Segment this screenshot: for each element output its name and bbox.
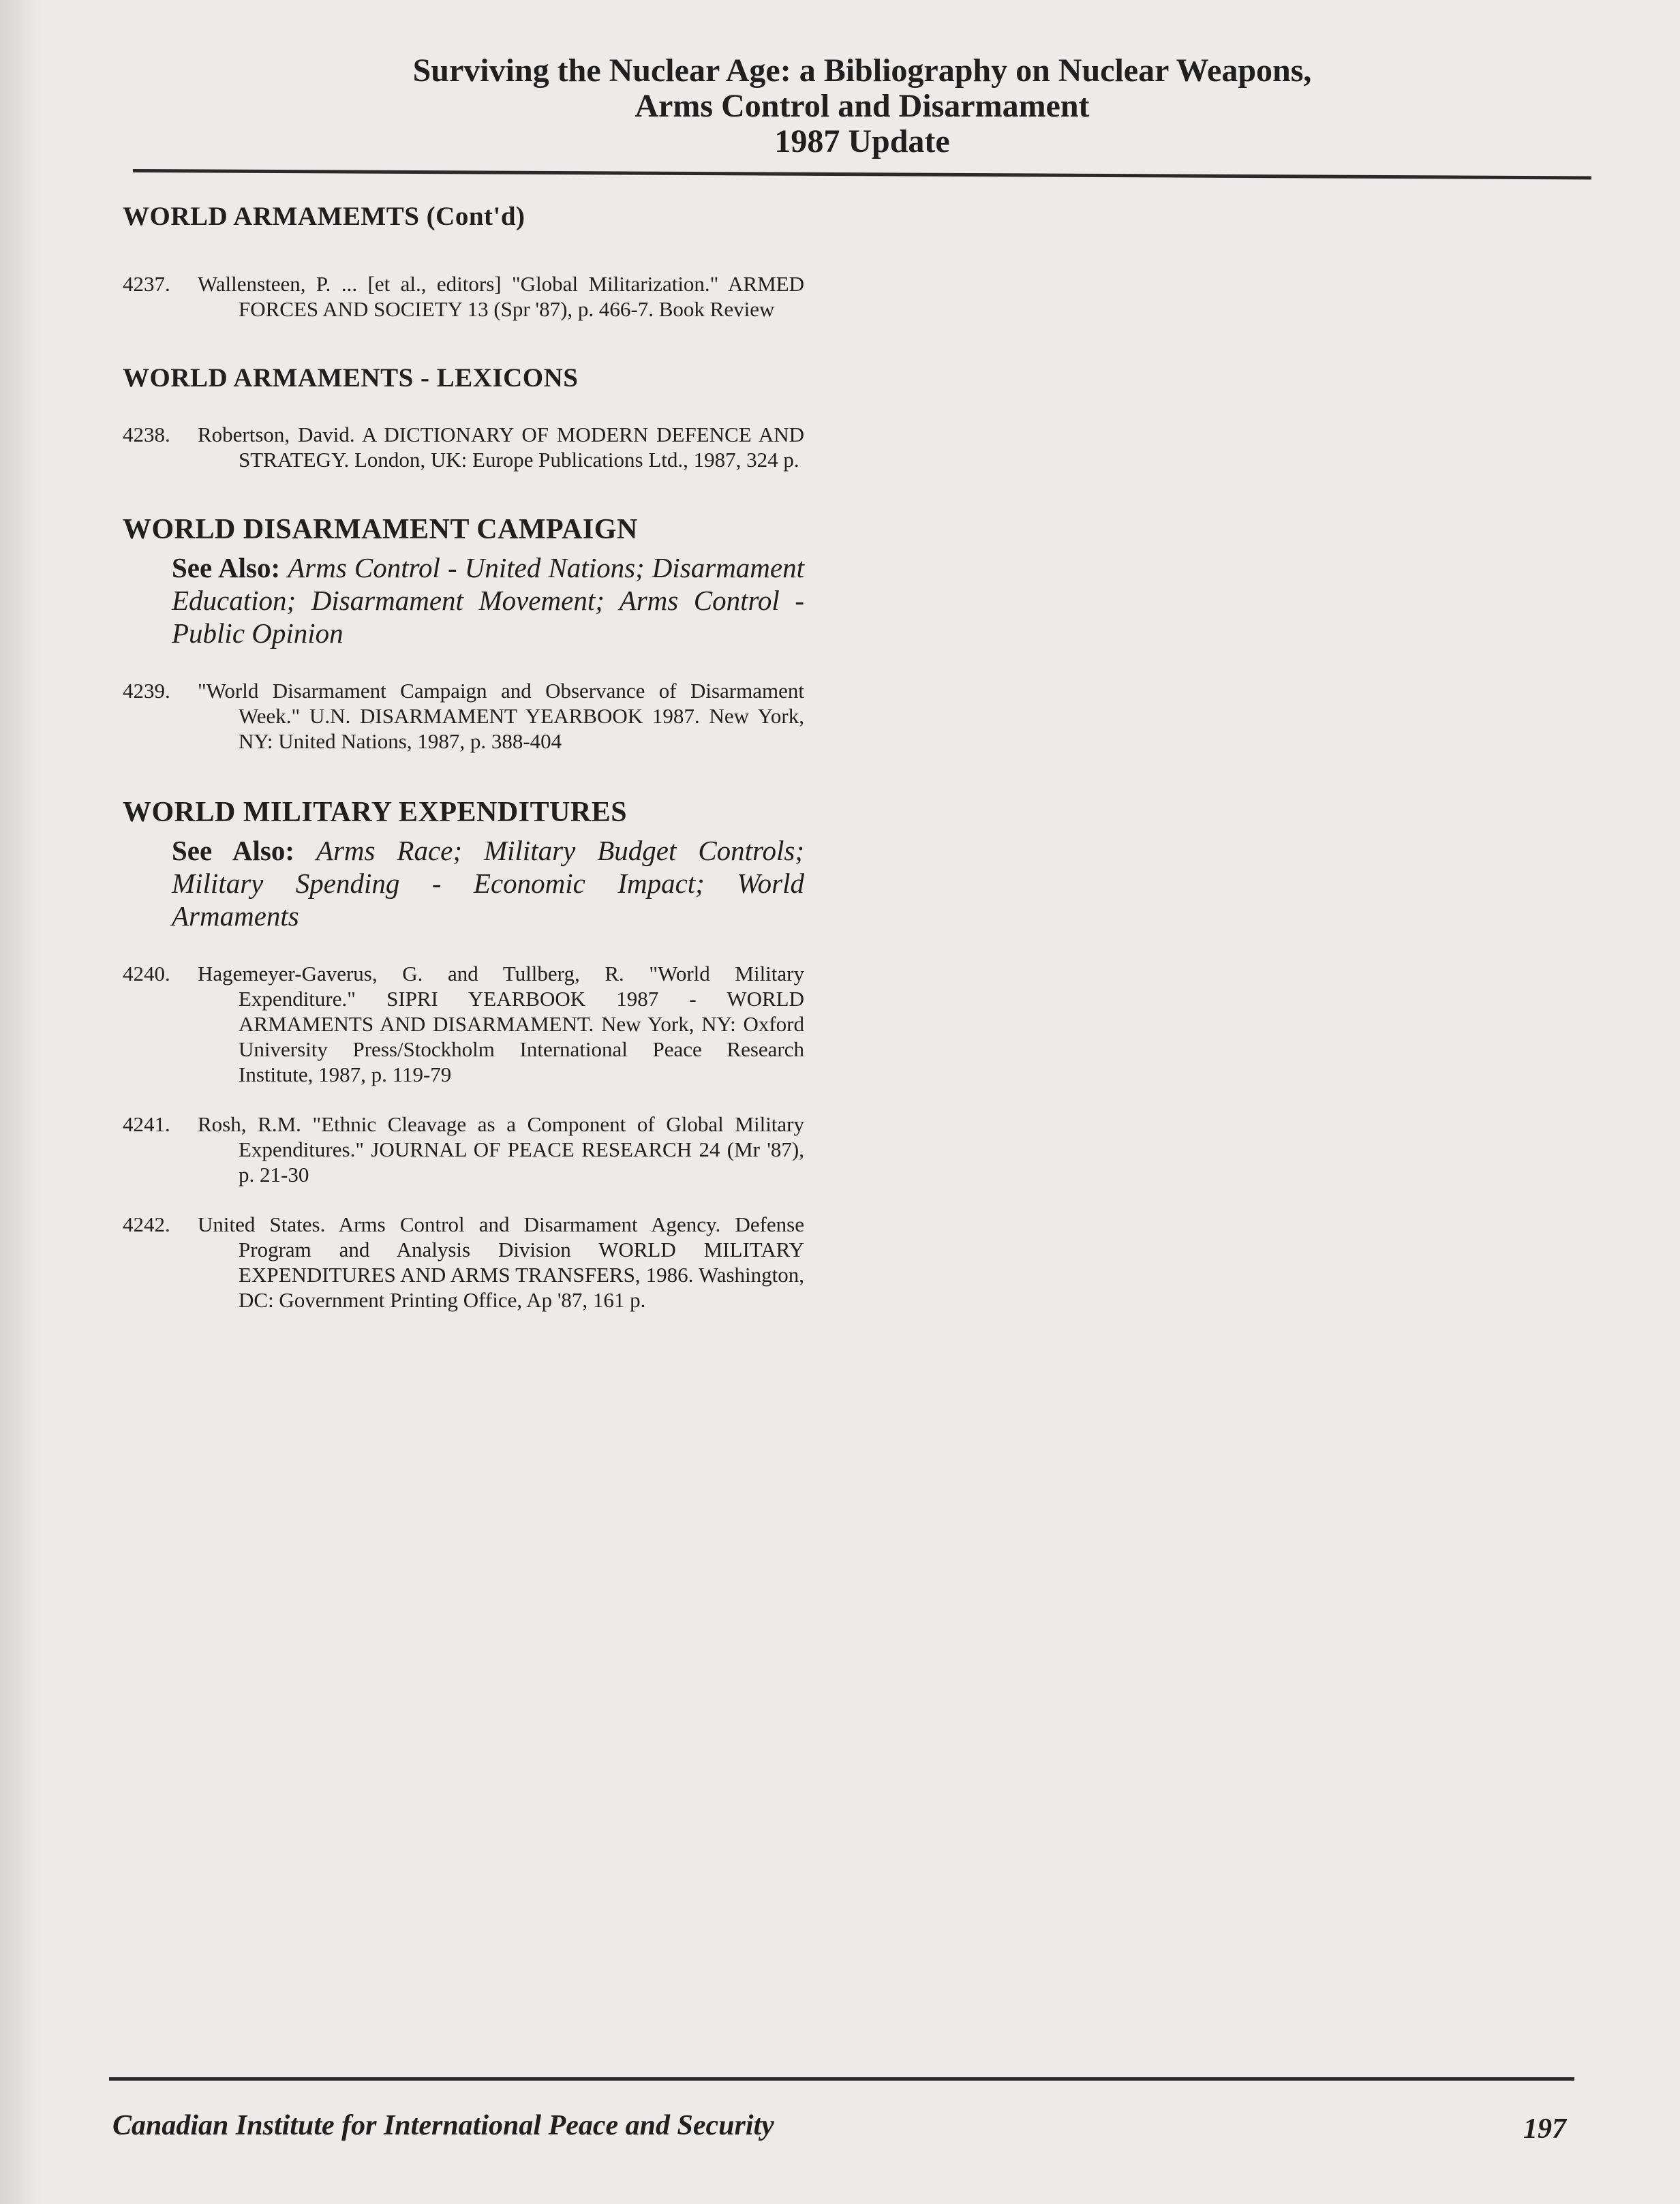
page-edge-shadow	[0, 0, 41, 2204]
entry-4240	[123, 961, 804, 1087]
section-heading-world-military-expenditures: WORLD MILITARY EXPENDITURES	[123, 797, 628, 828]
see-also-references: Arms Race; Military Budget Controls; Military Spending - Economic Impact; World Armaments	[172, 835, 804, 932]
header-title-line-1: Surviving the Nuclear Age: a Bibliography on Nuclear Weapons,	[412, 52, 1312, 89]
section-heading-world-disarmament-campaign: WORLD DISARMAMENT CAMPAIGN	[123, 514, 638, 545]
entry-citation: Rosh, R.M. "Ethnic Cleavage as a Component of Global Military Expenditures." JOURNAL OF PEACE RESEARCH 24 (Mr '87), p. 21-30	[198, 1112, 804, 1187]
entry-number: 4237.	[123, 272, 170, 296]
see-also-label: See Also:	[172, 835, 294, 866]
entry-citation: Wallensteen, P. ... [et al., editors] "Global Militarization." ARMED FORCES AND SOCIETY 13 (Spr '87), p. 466-7. Book Review	[198, 272, 804, 321]
running-header	[133, 53, 1591, 159]
footer-rule	[109, 2077, 1574, 2081]
see-also-disarmament-campaign	[172, 551, 804, 649]
entry-citation: Hagemeyer-Gaverus, G. and Tullberg, R. "World Military Expenditure." SIPRI YEARBOOK 1987 - WORLD ARMAMENTS AND DISARMAMENT. New York, NY: Oxford University Press/Stockholm International Peace Research Institute, 1987, p. 119-79	[198, 962, 804, 1086]
footer-publisher: Canadian Institute for International Peace and Security	[112, 2110, 774, 2141]
section-heading-world-armaments-contd: WORLD ARMAMEMTS (Cont'd)	[123, 202, 525, 231]
see-also-label: See Also:	[172, 552, 281, 583]
section-heading-world-armaments-lexicons: WORLD ARMAMENTS - LEXICONS	[123, 363, 579, 393]
entry-citation: United States. Arms Control and Disarmament Agency. Defense Program and Analysis Division WORLD MILITARY EXPENDITURES AND ARMS TRANSFERS, 1986. Washington, DC: Government Printing Office, Ap '87, 161 p.	[198, 1212, 804, 1312]
see-also-military-expenditures	[172, 834, 804, 932]
entry-number: 4238.	[123, 423, 170, 446]
entry-number: 4240.	[123, 962, 170, 985]
entry-4238	[123, 422, 804, 472]
bibliography-column	[123, 201, 804, 1313]
entry-4242	[123, 1212, 804, 1313]
see-also-references: Arms Control - United Nations; Disarmament Education; Disarmament Movement; Arms Control - Public Opinion	[172, 552, 805, 649]
header-title-line-2: Arms Control and Disarmament	[635, 88, 1090, 124]
header-rule	[133, 169, 1591, 179]
header-title-line-3: 1987 Update	[774, 123, 950, 159]
entry-citation: "World Disarmament Campaign and Observance of Disarmament Week." U.N. DISARMAMENT YEARBOOK 1987. New York, NY: United Nations, 1987, p. 388-404	[198, 679, 804, 753]
entry-4237	[123, 271, 804, 322]
entry-number: 4241.	[123, 1112, 170, 1136]
entry-number: 4242.	[123, 1212, 170, 1236]
entry-4239	[123, 678, 804, 754]
page-number: 197	[1523, 2113, 1566, 2145]
entry-number: 4239.	[123, 679, 170, 703]
entry-citation: Robertson, David. A DICTIONARY OF MODERN DEFENCE AND STRATEGY. London, UK: Europe Publications Ltd., 1987, 324 p.	[198, 423, 804, 472]
entry-4241	[123, 1112, 804, 1187]
